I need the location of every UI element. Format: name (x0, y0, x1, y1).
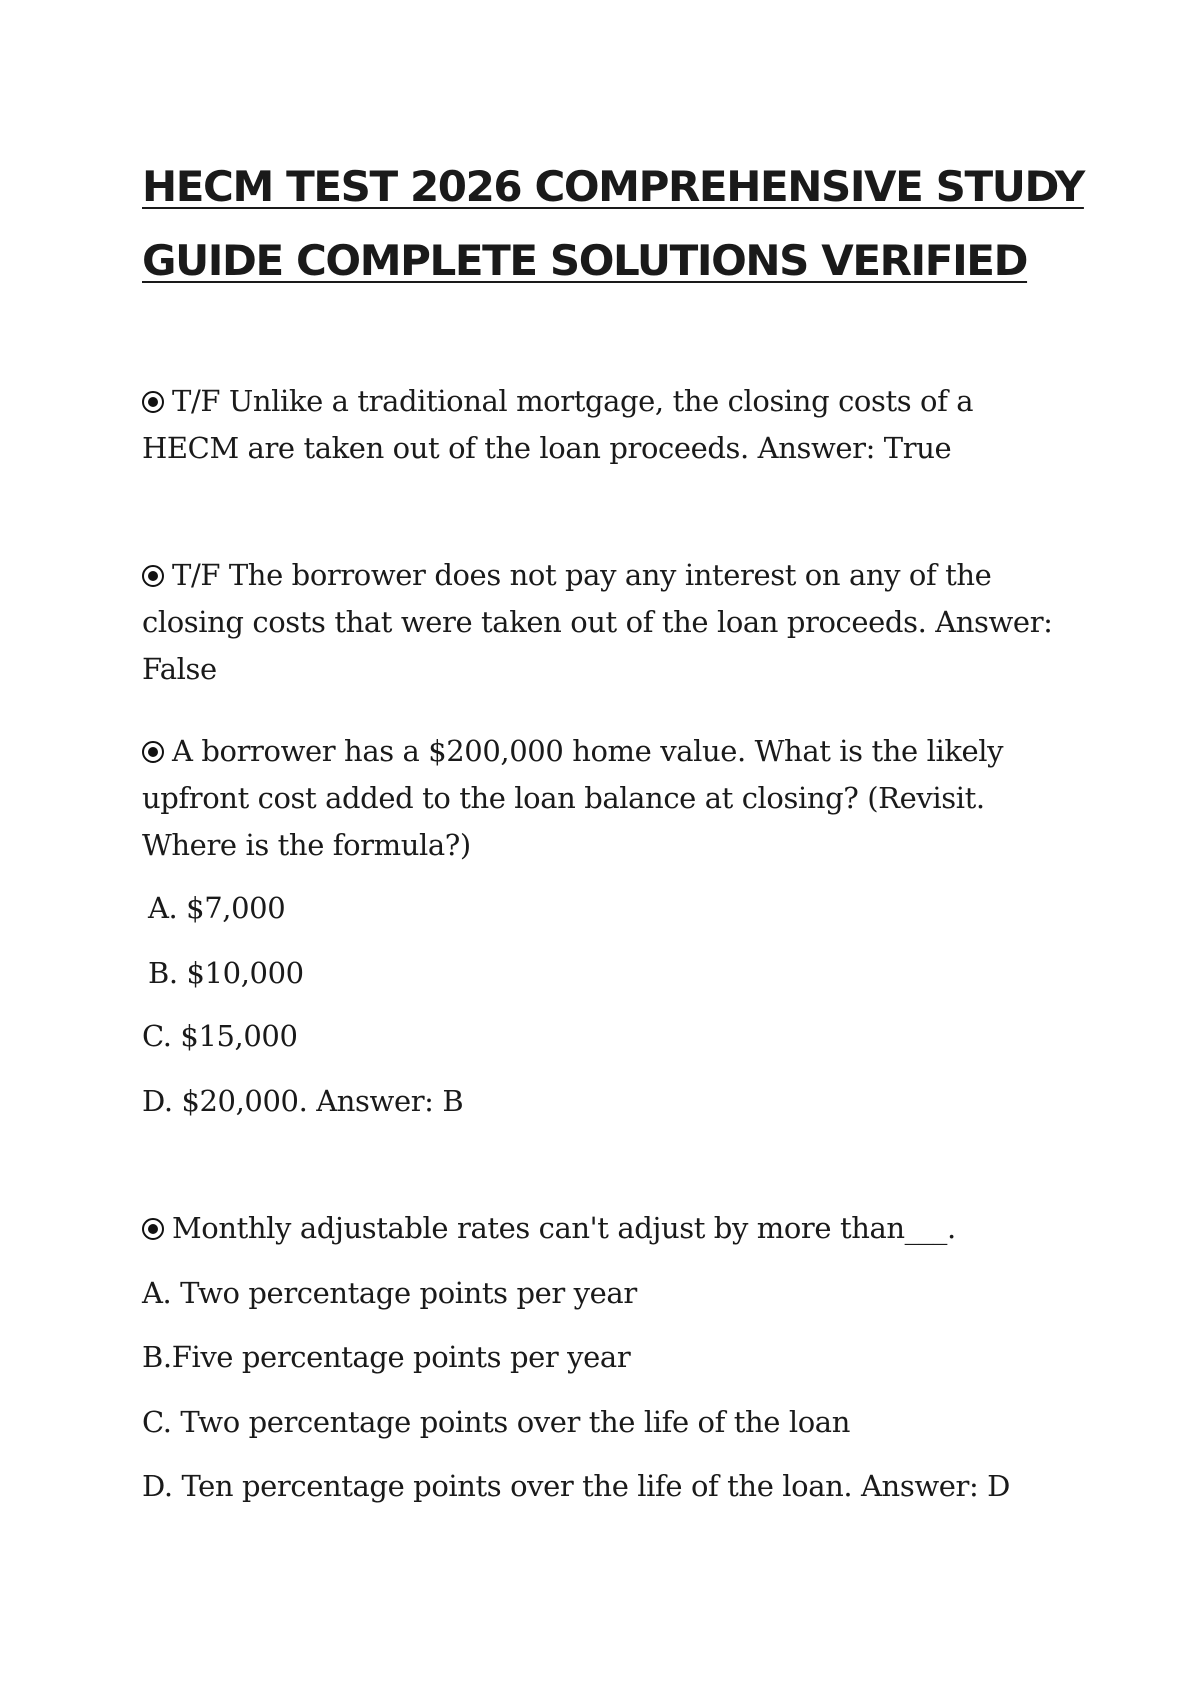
title-line-1: HECM TEST 2026 COMPREHENSIVE STUDY (142, 162, 1084, 211)
question-4 (142, 1205, 1072, 1252)
radio-bullet-icon (142, 391, 164, 413)
document-title (142, 150, 1102, 298)
question-1-text: T/F Unlike a traditional mortgage, the closing costs of a HECM are taken out of the loan proceeds. Answer: True (142, 384, 974, 465)
title-line-2: GUIDE COMPLETE SOLUTIONS VERIFIED (142, 236, 1028, 285)
radio-bullet-icon (142, 741, 164, 763)
question-4-option-c: C. Two percentage points over the life of the loan (142, 1405, 850, 1439)
question-4-text: Monthly adjustable rates can't adjust by more than___. (172, 1211, 956, 1245)
question-2 (142, 552, 1072, 693)
question-3-option-c: C. $15,000 (142, 1019, 298, 1053)
radio-bullet-icon (142, 1218, 164, 1240)
question-2-text: T/F The borrower does not pay any interest on any of the closing costs that were taken out of the loan proceeds. Answer: False (142, 558, 1053, 686)
question-3-text: A borrower has a $200,000 home value. What is the likely upfront cost added to the loan balance at closing? (Revisit. Where is the formula?) (142, 734, 1004, 862)
question-3-option-a: A. $7,000 (148, 891, 286, 925)
question-3-option-d: D. $20,000. Answer: B (142, 1084, 464, 1118)
question-4-option-d: D. Ten percentage points over the life of the loan. Answer: D (142, 1469, 1011, 1503)
question-4-option-a: A. Two percentage points per year (142, 1276, 637, 1310)
question-4-option-b: B.Five percentage points per year (142, 1340, 631, 1374)
radio-bullet-icon (142, 565, 164, 587)
question-3-option-b: B. $10,000 (148, 956, 304, 990)
question-1 (142, 378, 1072, 472)
question-3 (142, 728, 1072, 869)
